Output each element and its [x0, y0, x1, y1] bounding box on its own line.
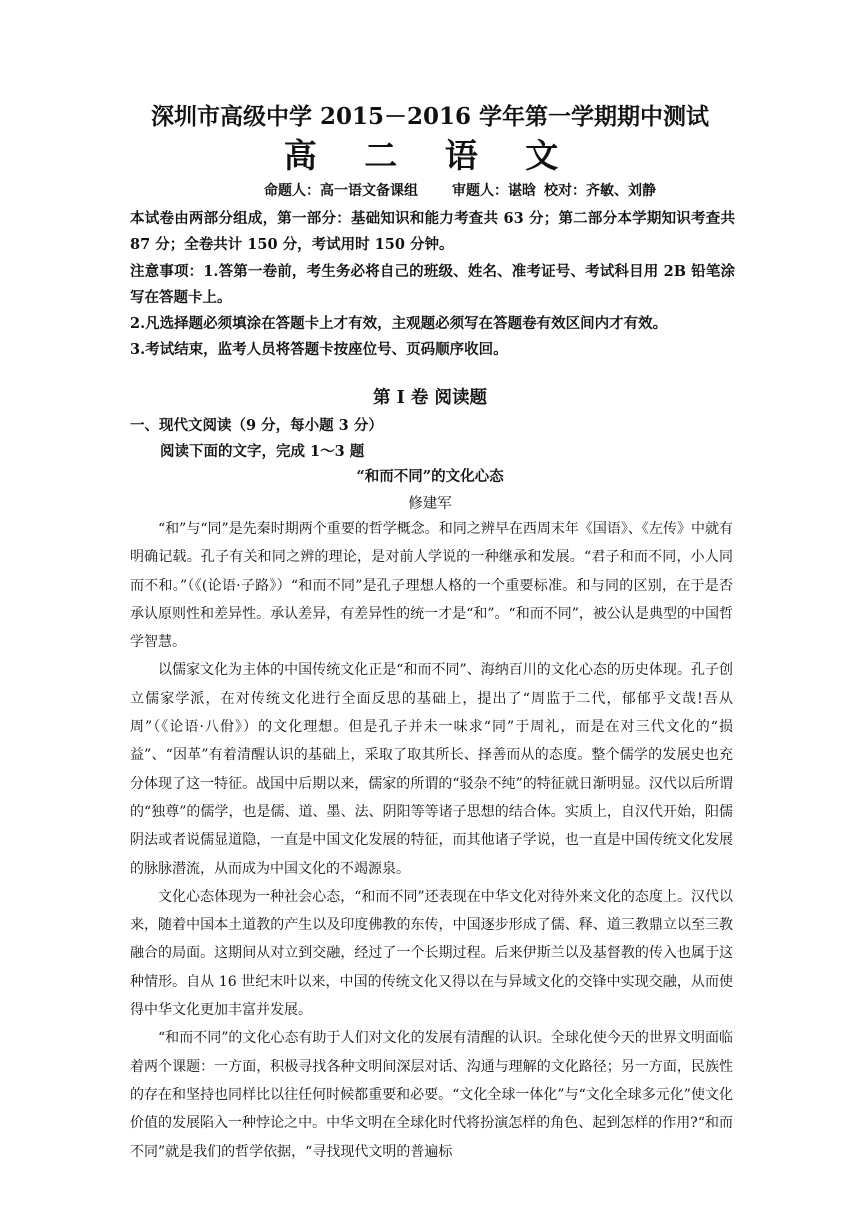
notice-item-1: 注意事项：1.答第一卷前，考生务必将自己的班级、姓名、准考证号、考试科目用 2B 铅笔涂写在答题卡上。	[130, 263, 735, 306]
section-title: 第 I 卷 阅读题	[373, 388, 487, 408]
reading-instruction: 阅读下面的文字，完成 1～3 题	[160, 443, 365, 460]
subject-title: 高 二 语 文	[283, 136, 577, 175]
exam-overview: 本试卷由两部分组成，第一部分：基础知识和能力考查共 63 分；第二部分本学期知识考查共 87 分；全卷共计 150 分，考试用时 150 分钟。	[130, 210, 735, 253]
question-group-heading: 一、现代文阅读（9 分，每小题 3 分）	[130, 417, 383, 434]
exam-title: 深圳市高级中学 2015－2016 学年第一学期期中测试	[150, 103, 710, 130]
essay-body	[130, 515, 733, 1166]
essay-paragraph: “和而不同”的文化心态有助于人们对文化的发展有清醒的认识。全球化使今天的世界文明面临着两个课题：一方面，积极寻找各种文明间深层对话、沟通与理解的文化路径；另一方面，民族性的存在和坚持也同样比以往任何时候都重要和必要。“文化全球一体化”与“文化全球多元化”使文化价值的发展陷入一种悖论之中。中华文明在全球化时代将扮演怎样的角色、起到怎样的作用?“和而不同”就是我们的哲学依据，“寻找现代文明的普遍标	[130, 1030, 733, 1160]
essay-paragraph: 文化心态体现为一种社会心态，“和而不同”还表现在中华文化对待外来文化的态度上。汉代以来，随着中国本土道教的产生以及印度佛教的东传，中国逐步形成了儒、释、道三教鼎立以至三教融合的局面。这期间从对立到交融，经过了一个长期过程。后来伊斯兰以及基督教的传入也属于这种情形。自从 16 世纪末叶以来，中国的传统文化又得以在与异域文化的交锋中实现交融，从而使得中华文化更加丰富并发展。	[130, 888, 733, 1019]
essay-author: 修建军	[408, 496, 452, 512]
proofreader-credit: 校对：齐敏、刘静	[544, 183, 656, 199]
setter-credit: 命题人：高一语文备课组	[264, 183, 418, 199]
notice-item-2: 2.凡选择题必须填涂在答题卡上才有效，主观题必须写在答题卷有效区间内才有效。	[130, 315, 668, 332]
essay-paragraph: “和”与“同”是先秦时期两个重要的哲学概念。和同之辨早在西周末年《国语》、《左传》中就有明确记载。孔子有关和同之辨的理论，是对前人学说的一种继承和发展。“君子和而不同，小人同而不和。”（《(论语·子路》）“和而不同”是孔子理想人格的一个重要标准。和与同的区别，在于是否承认原则性和差异性。承认差异，有差异性的统一才是“和”。“和而不同”，被公认是典型的中国哲学智慧。	[130, 521, 733, 651]
reviewer-credit: 审题人：谌晗	[452, 183, 536, 199]
essay-title: “和而不同”的文化心态	[356, 468, 504, 485]
essay-paragraph: 以儒家文化为主体的中国传统文化正是“和而不同”、海纳百川的文化心态的历史体现。孔子创立儒家学派，在对传统文化进行全面反思的基础上，提出了“周监于二代，郁郁乎文哉!吾从周”（《论语·八佾》）的文化理想。但是孔子并未一味求“同”于周礼，而是在对三代文化的“损益”、“因革”有着清醒认识的基础上，采取了取其所长、择善而从的态度。整个儒学的发展史也充分体现了这一特征。战国中后期以来，儒家的所谓的“驳杂不纯”的特征就日渐明显。汉代以后所谓的“独尊”的儒学，也是儒、道、墨、法、阴阳等等诸子思想的结合体。实质上，自汉代开始，阳儒阴法或者说儒显道隐，一直是中国文化发展的特征，而其他诸子学说，也一直是中国传统文化发展的脉脉潜流，从而成为中国文化的不竭源泉。	[130, 662, 733, 877]
exam-credits	[0, 180, 860, 202]
notice-item-3: 3.考试结束，监考人员将答题卡按座位号、页码顺序收回。	[130, 341, 508, 358]
